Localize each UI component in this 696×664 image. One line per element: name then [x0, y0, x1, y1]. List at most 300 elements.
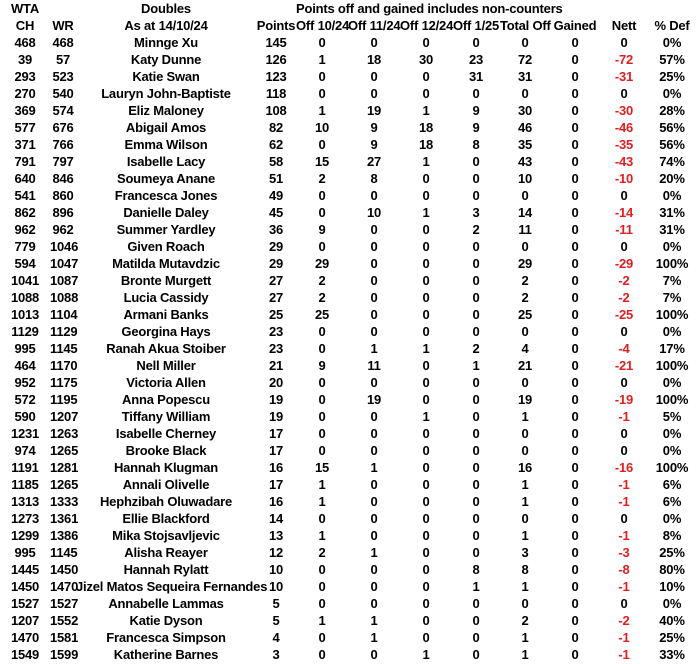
off-10-24-cell[interactable]: 0	[318, 69, 326, 84]
off-11-24-cell[interactable]: 0	[370, 86, 378, 101]
off-12-24-cell[interactable]: 1	[422, 647, 430, 662]
wr-cell[interactable]: 766	[52, 137, 74, 152]
points-cell[interactable]: 17	[268, 426, 284, 441]
pct-def-cell[interactable]: 40%	[659, 613, 685, 628]
gained-cell[interactable]: 0	[571, 69, 579, 84]
off-1-25-cell[interactable]: 0	[472, 154, 480, 169]
nett-cell[interactable]: 0	[620, 596, 628, 611]
off-12-24-cell[interactable]: 0	[422, 290, 430, 305]
total-off-cell[interactable]: 4	[521, 341, 529, 356]
total-off-cell[interactable]: 1	[521, 528, 529, 543]
off-12-24-cell[interactable]: 0	[422, 392, 430, 407]
points-cell[interactable]: 45	[268, 205, 284, 220]
wr-cell[interactable]: 1047	[50, 256, 79, 271]
nett-cell[interactable]: -30	[614, 103, 634, 118]
off-1-25-cell[interactable]: 0	[472, 426, 480, 441]
pct-def-cell[interactable]: 25%	[659, 630, 685, 645]
ch-cell[interactable]: 270	[14, 86, 36, 101]
gained-cell[interactable]: 0	[571, 443, 579, 458]
off-10-24-cell[interactable]: 1	[318, 528, 326, 543]
player-name-cell[interactable]: Minnge Xu	[134, 35, 198, 50]
off-1-25-cell[interactable]: 8	[472, 562, 480, 577]
off-12-24-cell[interactable]: 1	[422, 103, 430, 118]
off-11-24-cell[interactable]: 1	[370, 630, 378, 645]
total-off-cell[interactable]: 43	[517, 154, 533, 169]
wr-cell[interactable]: 540	[52, 86, 74, 101]
off-1-25-cell[interactable]: 3	[472, 205, 480, 220]
player-name-cell[interactable]: Victoria Allen	[126, 375, 206, 390]
gained-cell[interactable]: 0	[571, 290, 579, 305]
total-off-cell[interactable]: 1	[521, 630, 529, 645]
off-12-24-cell[interactable]: 18	[418, 137, 434, 152]
off-10-24-cell[interactable]: 2	[318, 545, 326, 560]
off-12-24-cell[interactable]: 0	[422, 375, 430, 390]
pct-def-cell[interactable]: 0%	[662, 426, 682, 441]
total-off-cell[interactable]: 0	[521, 86, 529, 101]
off-10-24-cell[interactable]: 25	[314, 307, 330, 322]
off-1-25-cell[interactable]: 0	[472, 256, 480, 271]
gained-cell[interactable]: 0	[571, 477, 579, 492]
gained-cell[interactable]: 0	[571, 35, 579, 50]
player-name-cell[interactable]: Annali Olivelle	[122, 477, 210, 492]
off-11-24-cell[interactable]: 0	[370, 188, 378, 203]
gained-cell[interactable]: 0	[571, 188, 579, 203]
off-10-24-cell[interactable]: 0	[318, 443, 326, 458]
off-12-24-cell[interactable]: 1	[422, 205, 430, 220]
off-1-25-cell[interactable]: 0	[472, 290, 480, 305]
points-cell[interactable]: 27	[268, 273, 284, 288]
points-cell[interactable]: 108	[265, 103, 287, 118]
off-11-24-cell[interactable]: 0	[370, 443, 378, 458]
total-off-cell[interactable]: 0	[521, 375, 529, 390]
total-off-cell[interactable]: 1	[521, 409, 529, 424]
points-cell[interactable]: 49	[268, 188, 284, 203]
off-10-24-cell[interactable]: 0	[318, 630, 326, 645]
off-10-24-cell[interactable]: 9	[318, 222, 326, 237]
gained-cell[interactable]: 0	[571, 120, 579, 135]
pct-def-cell[interactable]: 28%	[659, 103, 685, 118]
nett-cell[interactable]: -72	[614, 52, 634, 67]
gained-cell[interactable]: 0	[571, 579, 579, 594]
ch-cell[interactable]: 1299	[10, 528, 40, 543]
nett-cell[interactable]: -11	[615, 222, 633, 237]
off-12-24-cell[interactable]: 0	[422, 562, 430, 577]
off-1-25-cell[interactable]: 0	[472, 630, 480, 645]
off-12-24-cell[interactable]: 0	[422, 69, 430, 84]
off-12-24-cell[interactable]: 0	[422, 426, 430, 441]
player-name-cell[interactable]: Katherine Barnes	[113, 647, 219, 662]
ch-cell[interactable]: 1013	[10, 307, 40, 322]
points-cell[interactable]: 123	[265, 69, 287, 84]
off-1-25-cell[interactable]: 0	[472, 86, 480, 101]
off-1-25-cell[interactable]: 31	[468, 69, 484, 84]
player-name-cell[interactable]: Hannah Rylatt	[123, 562, 209, 577]
off-10-24-cell[interactable]: 0	[318, 562, 326, 577]
ch-cell[interactable]: 1088	[10, 290, 40, 305]
nett-cell[interactable]: -19	[614, 392, 634, 407]
wr-cell[interactable]: 1599	[50, 647, 79, 662]
nett-cell[interactable]: 0	[620, 375, 628, 390]
off-11-24-cell[interactable]: 0	[370, 222, 378, 237]
total-off-cell[interactable]: 2	[521, 613, 529, 628]
wr-cell[interactable]: 1265	[50, 443, 79, 458]
off-11-24-cell[interactable]: 0	[370, 290, 378, 305]
off-11-24-cell[interactable]: 19	[366, 103, 382, 118]
off-1-25-cell[interactable]: 0	[472, 647, 480, 662]
off-1-25-cell[interactable]: 1	[472, 579, 480, 594]
player-name-cell[interactable]: Soumeya Anane	[116, 171, 216, 186]
gained-cell[interactable]: 0	[571, 596, 579, 611]
pct-def-cell[interactable]: 100%	[655, 392, 689, 407]
off-11-24-cell[interactable]: 0	[370, 324, 378, 339]
player-name-cell[interactable]: Lauryn John-Baptiste	[101, 86, 231, 101]
off-12-24-cell[interactable]: 0	[422, 188, 430, 203]
points-cell[interactable]: 4	[272, 630, 280, 645]
off-11-24-cell[interactable]: 9	[370, 120, 378, 135]
off-12-24-cell[interactable]: 0	[422, 494, 430, 509]
pct-def-cell[interactable]: 33%	[659, 647, 685, 662]
gained-cell[interactable]: 0	[571, 528, 579, 543]
wr-cell[interactable]: 1450	[50, 562, 79, 577]
off-10-24-cell[interactable]: 0	[318, 596, 326, 611]
off-11-24-cell[interactable]: 0	[370, 307, 378, 322]
pct-def-cell[interactable]: 56%	[659, 120, 685, 135]
gained-cell[interactable]: 0	[571, 239, 579, 254]
off-11-24-cell[interactable]: 1	[370, 545, 378, 560]
off-1-25-cell[interactable]: 0	[472, 528, 480, 543]
pct-def-cell[interactable]: 100%	[655, 460, 689, 475]
gained-cell[interactable]: 0	[571, 409, 579, 424]
off-11-24-cell[interactable]: 0	[370, 239, 378, 254]
points-cell[interactable]: 16	[268, 494, 284, 509]
off-12-24-cell[interactable]: 0	[422, 307, 430, 322]
total-off-cell[interactable]: 3	[521, 545, 529, 560]
wr-cell[interactable]: 574	[52, 103, 74, 118]
total-off-cell[interactable]: 31	[517, 69, 533, 84]
gained-cell[interactable]: 0	[571, 630, 579, 645]
ch-cell[interactable]: 1231	[10, 426, 40, 441]
nett-cell[interactable]: -43	[614, 154, 634, 169]
off-10-24-cell[interactable]: 0	[318, 579, 326, 594]
off-11-24-cell[interactable]: 1	[370, 613, 378, 628]
ch-cell[interactable]: 791	[14, 154, 36, 169]
off-1-25-cell[interactable]: 2	[472, 222, 480, 237]
off-12-24-cell[interactable]: 0	[422, 579, 430, 594]
ch-cell[interactable]: 1450	[10, 579, 40, 594]
player-name-cell[interactable]: Alisha Reayer	[124, 545, 208, 560]
points-cell[interactable]: 25	[268, 307, 284, 322]
off-1-25-cell[interactable]: 0	[472, 477, 480, 492]
nett-cell[interactable]: -31	[614, 69, 634, 84]
off-10-24-cell[interactable]: 0	[318, 86, 326, 101]
nett-cell[interactable]: -1	[618, 477, 630, 492]
pct-def-cell[interactable]: 31%	[659, 205, 685, 220]
off-1-25-cell[interactable]: 9	[472, 120, 480, 135]
points-cell[interactable]: 19	[268, 409, 284, 424]
nett-cell[interactable]: -10	[614, 171, 634, 186]
off-11-24-cell[interactable]: 0	[370, 562, 378, 577]
wr-cell[interactable]: 1281	[50, 460, 79, 475]
off-1-25-cell[interactable]: 0	[472, 375, 480, 390]
player-name-cell[interactable]: Francesca Jones	[114, 188, 218, 203]
gained-cell[interactable]: 0	[571, 613, 579, 628]
player-name-cell[interactable]: Bronte Murgett	[120, 273, 212, 288]
off-10-24-cell[interactable]: 0	[318, 324, 326, 339]
off-11-24-cell[interactable]: 19	[366, 392, 382, 407]
off-12-24-cell[interactable]: 0	[422, 460, 430, 475]
pct-def-cell[interactable]: 7%	[662, 273, 682, 288]
off-10-24-cell[interactable]: 2	[318, 290, 326, 305]
wr-cell[interactable]: 1129	[50, 324, 78, 339]
points-cell[interactable]: 13	[268, 528, 284, 543]
wr-cell[interactable]: 1333	[50, 494, 79, 509]
player-name-cell[interactable]: Hephzibah Oluwadare	[99, 494, 232, 509]
off-11-24-cell[interactable]: 0	[370, 579, 378, 594]
off-1-25-cell[interactable]: 0	[472, 171, 480, 186]
gained-cell[interactable]: 0	[571, 375, 579, 390]
points-cell[interactable]: 36	[268, 222, 284, 237]
off-1-25-cell[interactable]: 0	[472, 324, 480, 339]
pct-def-cell[interactable]: 100%	[655, 358, 689, 373]
off-11-24-cell[interactable]: 0	[370, 647, 378, 662]
wr-cell[interactable]: 797	[52, 154, 74, 169]
off-12-24-cell[interactable]: 0	[422, 256, 430, 271]
off-11-24-cell[interactable]: 0	[370, 596, 378, 611]
total-off-cell[interactable]: 0	[521, 239, 529, 254]
off-10-24-cell[interactable]: 15	[314, 460, 330, 475]
off-10-24-cell[interactable]: 9	[318, 358, 326, 373]
off-10-24-cell[interactable]: 0	[318, 375, 326, 390]
gained-cell[interactable]: 0	[571, 460, 579, 475]
nett-cell[interactable]: -35	[614, 137, 634, 152]
player-name-cell[interactable]: Eliz Maloney	[128, 103, 204, 118]
player-name-cell[interactable]: Brooke Black	[125, 443, 207, 458]
pct-def-cell[interactable]: 0%	[662, 188, 682, 203]
off-1-25-cell[interactable]: 0	[472, 596, 480, 611]
ch-cell[interactable]: 640	[14, 171, 36, 186]
wr-cell[interactable]: 57	[55, 52, 71, 67]
pct-def-cell[interactable]: 0%	[662, 324, 682, 339]
gained-cell[interactable]: 0	[571, 103, 579, 118]
wr-cell[interactable]: 1263	[50, 426, 79, 441]
ch-cell[interactable]: 371	[14, 137, 36, 152]
wr-cell[interactable]: 1104	[50, 307, 78, 322]
nett-cell[interactable]: -1	[618, 579, 630, 594]
total-off-cell[interactable]: 72	[517, 52, 533, 67]
total-off-cell[interactable]: 14	[517, 205, 533, 220]
wr-cell[interactable]: 1527	[50, 596, 79, 611]
total-off-cell[interactable]: 30	[517, 103, 533, 118]
off-11-24-cell[interactable]: 27	[366, 154, 382, 169]
nett-cell[interactable]: 0	[620, 188, 628, 203]
nett-cell[interactable]: -2	[618, 613, 630, 628]
gained-cell[interactable]: 0	[571, 545, 579, 560]
total-off-cell[interactable]: 2	[521, 290, 529, 305]
off-12-24-cell[interactable]: 18	[418, 120, 434, 135]
player-name-cell[interactable]: Katie Swan	[132, 69, 200, 84]
wr-cell[interactable]: 676	[52, 120, 74, 135]
player-name-cell[interactable]: Nell Miller	[136, 358, 196, 373]
ch-cell[interactable]: 862	[14, 205, 36, 220]
player-name-cell[interactable]: Summer Yardley	[116, 222, 216, 237]
off-11-24-cell[interactable]: 0	[370, 273, 378, 288]
pct-def-cell[interactable]: 0%	[662, 511, 682, 526]
points-cell[interactable]: 21	[268, 358, 284, 373]
off-10-24-cell[interactable]: 0	[318, 511, 326, 526]
nett-cell[interactable]: -2	[618, 273, 630, 288]
total-off-cell[interactable]: 8	[521, 562, 529, 577]
off-12-24-cell[interactable]: 0	[422, 239, 430, 254]
off-10-24-cell[interactable]: 1	[318, 613, 326, 628]
total-off-cell[interactable]: 1	[521, 477, 529, 492]
points-cell[interactable]: 29	[268, 239, 284, 254]
pct-def-cell[interactable]: 10%	[659, 579, 685, 594]
gained-cell[interactable]: 0	[571, 562, 579, 577]
gained-cell[interactable]: 0	[571, 647, 579, 662]
pct-def-cell[interactable]: 74%	[659, 154, 685, 169]
wr-cell[interactable]: 860	[52, 188, 74, 203]
off-10-24-cell[interactable]: 0	[318, 392, 326, 407]
nett-cell[interactable]: -14	[614, 205, 634, 220]
pct-def-cell[interactable]: 57%	[659, 52, 685, 67]
wr-cell[interactable]: 896	[52, 205, 74, 220]
nett-cell[interactable]: -2	[618, 290, 630, 305]
ch-cell[interactable]: 594	[14, 256, 36, 271]
wr-cell[interactable]: 1046	[50, 239, 79, 254]
off-12-24-cell[interactable]: 0	[422, 613, 430, 628]
pct-def-cell[interactable]: 0%	[662, 86, 682, 101]
ch-cell[interactable]: 464	[14, 358, 36, 373]
total-off-cell[interactable]: 0	[521, 324, 529, 339]
points-cell[interactable]: 145	[265, 35, 287, 50]
total-off-cell[interactable]: 19	[517, 392, 533, 407]
off-11-24-cell[interactable]: 18	[366, 52, 382, 67]
nett-cell[interactable]: -4	[618, 341, 630, 356]
off-12-24-cell[interactable]: 30	[418, 52, 434, 67]
off-12-24-cell[interactable]: 1	[422, 409, 430, 424]
ch-cell[interactable]: 1313	[10, 494, 40, 509]
off-10-24-cell[interactable]: 0	[318, 205, 326, 220]
ch-cell[interactable]: 1470	[10, 630, 40, 645]
off-1-25-cell[interactable]: 0	[472, 443, 480, 458]
total-off-cell[interactable]: 1	[521, 494, 529, 509]
points-cell[interactable]: 10	[268, 562, 284, 577]
gained-cell[interactable]: 0	[571, 205, 579, 220]
points-cell[interactable]: 19	[268, 392, 284, 407]
total-off-cell[interactable]: 0	[521, 426, 529, 441]
total-off-cell[interactable]: 0	[521, 511, 529, 526]
off-12-24-cell[interactable]: 0	[422, 222, 430, 237]
pct-def-cell[interactable]: 100%	[655, 256, 689, 271]
off-10-24-cell[interactable]: 0	[318, 409, 326, 424]
gained-cell[interactable]: 0	[571, 341, 579, 356]
points-cell[interactable]: 82	[268, 120, 284, 135]
points-cell[interactable]: 23	[268, 324, 284, 339]
off-1-25-cell[interactable]: 1	[472, 358, 480, 373]
nett-cell[interactable]: 0	[620, 511, 628, 526]
off-12-24-cell[interactable]: 0	[422, 630, 430, 645]
off-1-25-cell[interactable]: 9	[472, 103, 480, 118]
pct-def-cell[interactable]: 100%	[655, 307, 689, 322]
gained-cell[interactable]: 0	[571, 154, 579, 169]
off-1-25-cell[interactable]: 0	[472, 188, 480, 203]
off-1-25-cell[interactable]: 2	[472, 341, 480, 356]
off-12-24-cell[interactable]: 1	[422, 341, 430, 356]
points-cell[interactable]: 126	[265, 52, 287, 67]
wr-cell[interactable]: 1470	[50, 579, 79, 594]
player-name-cell[interactable]: Emma Wilson	[124, 137, 208, 152]
points-cell[interactable]: 62	[268, 137, 284, 152]
off-10-24-cell[interactable]: 29	[314, 256, 330, 271]
ch-cell[interactable]: 1207	[10, 613, 40, 628]
off-11-24-cell[interactable]: 10	[366, 205, 382, 220]
points-cell[interactable]: 118	[265, 86, 287, 101]
off-11-24-cell[interactable]: 11	[367, 358, 381, 373]
player-name-cell[interactable]: Katy Dunne	[130, 52, 202, 67]
off-11-24-cell[interactable]: 0	[370, 528, 378, 543]
ch-cell[interactable]: 590	[14, 409, 36, 424]
gained-cell[interactable]: 0	[571, 307, 579, 322]
off-11-24-cell[interactable]: 0	[370, 426, 378, 441]
off-11-24-cell[interactable]: 8	[370, 171, 378, 186]
wr-cell[interactable]: 1361	[50, 511, 79, 526]
ch-cell[interactable]: 1185	[11, 477, 39, 492]
pct-def-cell[interactable]: 17%	[659, 341, 685, 356]
off-10-24-cell[interactable]: 1	[318, 52, 326, 67]
pct-def-cell[interactable]: 31%	[659, 222, 685, 237]
off-12-24-cell[interactable]: 0	[422, 477, 430, 492]
gained-cell[interactable]: 0	[571, 171, 579, 186]
off-1-25-cell[interactable]: 8	[472, 137, 480, 152]
ch-cell[interactable]: 952	[14, 375, 36, 390]
wr-cell[interactable]: 1207	[50, 409, 79, 424]
total-off-cell[interactable]: 10	[517, 171, 533, 186]
nett-cell[interactable]: -1	[618, 647, 630, 662]
gained-cell[interactable]: 0	[571, 511, 579, 526]
off-10-24-cell[interactable]: 0	[318, 188, 326, 203]
gained-cell[interactable]: 0	[571, 358, 579, 373]
total-off-cell[interactable]: 25	[517, 307, 533, 322]
off-1-25-cell[interactable]: 0	[472, 273, 480, 288]
pct-def-cell[interactable]: 0%	[662, 596, 682, 611]
player-name-cell[interactable]: Given Roach	[127, 239, 205, 254]
total-off-cell[interactable]: 29	[517, 256, 533, 271]
total-off-cell[interactable]: 1	[521, 647, 529, 662]
wr-cell[interactable]: 1552	[50, 613, 79, 628]
nett-cell[interactable]: -8	[618, 562, 630, 577]
pct-def-cell[interactable]: 7%	[662, 290, 682, 305]
points-cell[interactable]: 27	[268, 290, 284, 305]
pct-def-cell[interactable]: 0%	[662, 375, 682, 390]
points-cell[interactable]: 17	[268, 443, 284, 458]
total-off-cell[interactable]: 35	[517, 137, 533, 152]
pct-def-cell[interactable]: 6%	[662, 494, 682, 509]
wr-cell[interactable]: 1145	[50, 341, 78, 356]
pct-def-cell[interactable]: 0%	[662, 443, 682, 458]
player-name-cell[interactable]: Francesca Simpson	[106, 630, 226, 645]
wr-cell[interactable]: 1087	[50, 273, 79, 288]
off-12-24-cell[interactable]: 0	[422, 596, 430, 611]
off-11-24-cell[interactable]: 0	[370, 35, 378, 50]
gained-cell[interactable]: 0	[571, 324, 579, 339]
nett-cell[interactable]: -1	[618, 494, 630, 509]
total-off-cell[interactable]: 0	[521, 596, 529, 611]
player-name-cell[interactable]: Jizel Matos Sequeira Fernandes	[76, 579, 268, 594]
wr-cell[interactable]: 1145	[50, 545, 78, 560]
player-name-cell[interactable]: Ellie Blackford	[122, 511, 210, 526]
off-12-24-cell[interactable]: 0	[422, 324, 430, 339]
nett-cell[interactable]: -25	[614, 307, 634, 322]
